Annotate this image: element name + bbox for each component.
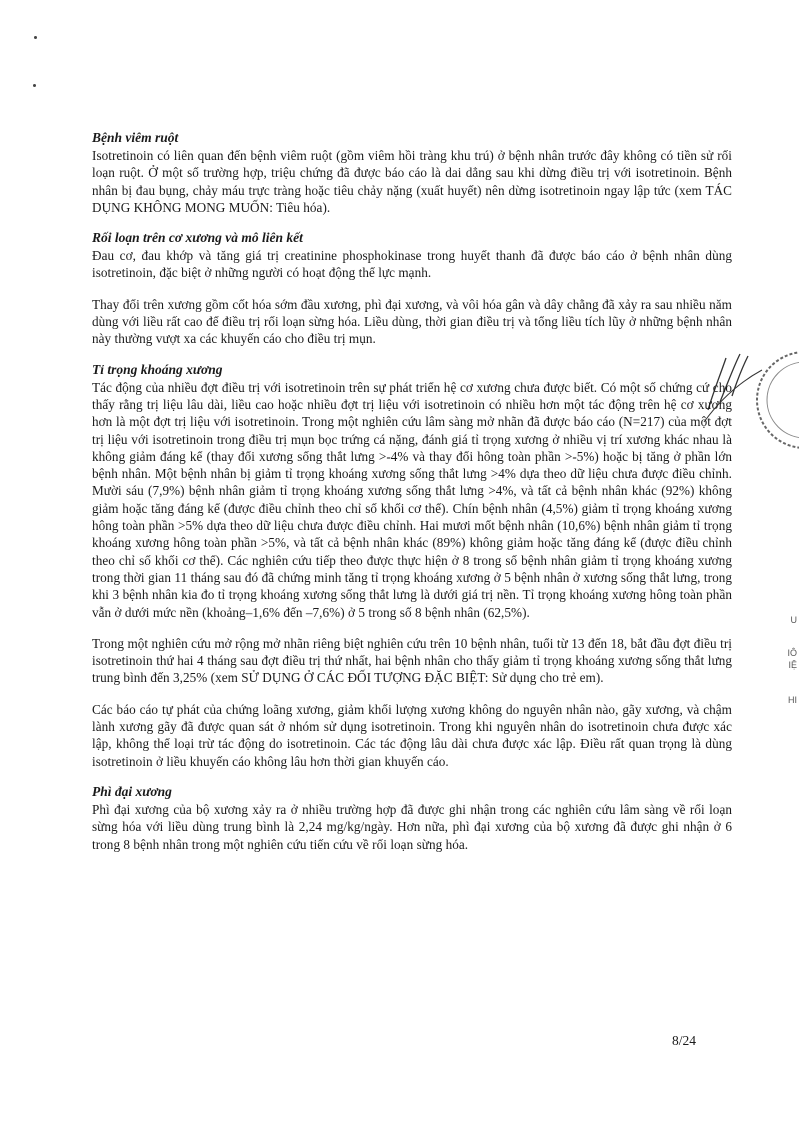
section-heading: Rối loạn trên cơ xương và mô liên kết bbox=[92, 230, 303, 246]
scan-speck bbox=[34, 36, 37, 39]
section-heading: Bệnh viêm ruột bbox=[92, 130, 179, 145]
section-hyperostosis bbox=[92, 784, 732, 853]
margin-fragment: IỆ bbox=[788, 660, 797, 670]
margin-fragment: HI bbox=[788, 695, 797, 705]
paragraph: Đau cơ, đau khớp và tăng giá trị creatinine phosphokinase trong huyết thanh đã được báo cáo ở bệnh nhân dùng isotretinoin, đặc biệt ở những người có hoạt động thể lực mạnh. bbox=[92, 248, 732, 281]
section-heading: Phì đại xương bbox=[92, 783, 172, 799]
scan-speck bbox=[33, 84, 36, 87]
paragraph: Thay đổi trên xương gồm cốt hóa sớm đầu xương, phì đại xương, và vôi hóa gân và dây chằng đã xảy ra sau nhiều năm dùng với liều rất cao để điều trị rối loạn sừng hóa. Liều dùng, thời gian điều trị và tổng liều tích lũy ở những bệnh nhân này thường vượt xa các khuyến cáo cho điều trị mụn. bbox=[92, 296, 732, 347]
section-bone-density bbox=[92, 362, 732, 770]
paragraph: Phì đại xương của bộ xương xảy ra ở nhiều trường hợp đã được ghi nhận trong các nghiên cứu lâm sàng về rối loạn sừng hóa với liều dùng trung bình là 2,24 mg/kg/ngày. Hơn nữa, phì đại xương của bộ xương đã được ghi nhận ở 6 trong 8 bệnh nhân trong một nghiên cứu tiến cứu về rối loạn sừng hóa. bbox=[92, 801, 732, 852]
margin-fragment: IÔ bbox=[787, 648, 797, 658]
document-body bbox=[92, 130, 732, 867]
section-musculoskeletal bbox=[92, 230, 732, 347]
paragraph: Các báo cáo tự phát của chứng loãng xương, giảm khối lượng xương không do nguyên nhân nào, gãy xương, và chậm lành xương gãy đã được quan sát ở nhóm sử dụng isotretinoin. Trong khi nguyên nhân do isotretinoin chưa được xác lập, không thể loại trừ tác động do isotretinoin. Các tác động lâu dài chưa được xác lập. Điều rất quan trọng là dùng isotretinoin ở liều khuyến cáo không lâu hơn thời gian khuyến cáo. bbox=[92, 701, 732, 769]
paragraph: Trong một nghiên cứu mở rộng mở nhãn riêng biệt nghiên cứu trên 10 bệnh nhân, tuổi từ 13 đến 18, bắt đầu đợt điều trị isotretinoin thứ hai 4 tháng sau đợt điều trị thứ nhất, hai bệnh nhân cho thấy giảm tỉ trọng khoáng xương sống thắt lưng trung bình đến 3,25% (xem SỬ DỤNG Ở CÁC ĐỐI TƯỢNG ĐẶC BIỆT: Sử dụng cho trẻ em). bbox=[92, 635, 732, 686]
margin-fragment: U bbox=[790, 615, 797, 625]
paragraph: Tác động của nhiều đợt điều trị với isotretinoin trên sự phát triển hệ cơ xương chưa được biết. Có một số chứng cứ cho thấy rằng trị liệu lâu dài, liều cao hoặc nhiều đợt trị liệu với isotretinoin có nhiều hơn một tác động trên hệ cơ xương hơn là một đợt trị liệu với isotretinoin. Trong một nghiên cứu lâm sàng mở nhãn đã được báo cáo (N=217) của một đợt trị liệu với isotretinoin trong điều trị mụn bọc trứng cá nặng, đánh giá tỉ trọng xương ở nhiều vị trí xương khác nhau là không giảm đáng kể (thay đổi xương sống thắt lưng >-4% và thay đổi hông toàn phần >-5%) hoặc bị tăng ở phần lớn bệnh nhân. Một bệnh nhân bị giảm tỉ trọng khoáng xương sống thắt lưng >4% dựa theo dữ liệu chưa được điều chỉnh. Mười sáu (7,9%) bệnh nhân giảm tỉ trọng khoáng xương sống thắt lưng >4%, và tất cả bệnh nhân khác (92%) không giảm hoặc tăng đáng kể (được điều chỉnh theo chỉ số khối cơ thể). Chín bệnh nhân (4,5%) giảm tỉ trọng khoáng xương hông toàn phần >5% dựa theo dữ liệu chưa được điều chỉnh. Hai mươi mốt bệnh nhân (10,6%) bệnh nhân giảm tỉ trọng khoáng xương hông toàn phần >5%, và tất cả bệnh nhân khác (89%) không giảm hoặc tăng đáng kể (được điều chỉnh theo chỉ số khối cơ thể). Các nghiên cứu tiếp theo được thực hiện ở 8 trong số bệnh nhân giảm tỉ trọng khoáng xương trong thời gian 11 tháng sau đó đã chứng minh tăng tỉ trọng khoáng xương ở 5 bệnh nhân ở xương sống thắt lưng, trong khi 3 bệnh nhân kia đo tỉ trọng khoáng xương sống thắt lưng là dưới giá trị nền. Tỉ trọng khoáng xương hông toàn phần vẫn ở dưới mức nền (khoảng–1,6% đến –7,6%) ở 5 trong số 8 bệnh nhân (62,5%). bbox=[92, 379, 732, 620]
paragraph: Isotretinoin có liên quan đến bệnh viêm ruột (gồm viêm hồi tràng khu trú) ở bệnh nhân trước đây không có tiền sử rối loạn ruột. Ở một số trường hợp, triệu chứng đã được báo cáo là dai dẳng sau khi dừng điều trị với isotretinoin. Bệnh nhân bị đau bụng, chảy máu trực tràng hoặc tiêu chảy nặng (xuất huyết) nên dừng isotretinoin ngay lập tức (xem TÁC DỤNG KHÔNG MONG MUỐN: Tiêu hóa). bbox=[92, 148, 732, 215]
page-number: 8/24 bbox=[672, 1033, 697, 1048]
section-heading: Tỉ trọng khoáng xương bbox=[92, 361, 223, 377]
section-inflammatory-bowel bbox=[92, 130, 732, 216]
